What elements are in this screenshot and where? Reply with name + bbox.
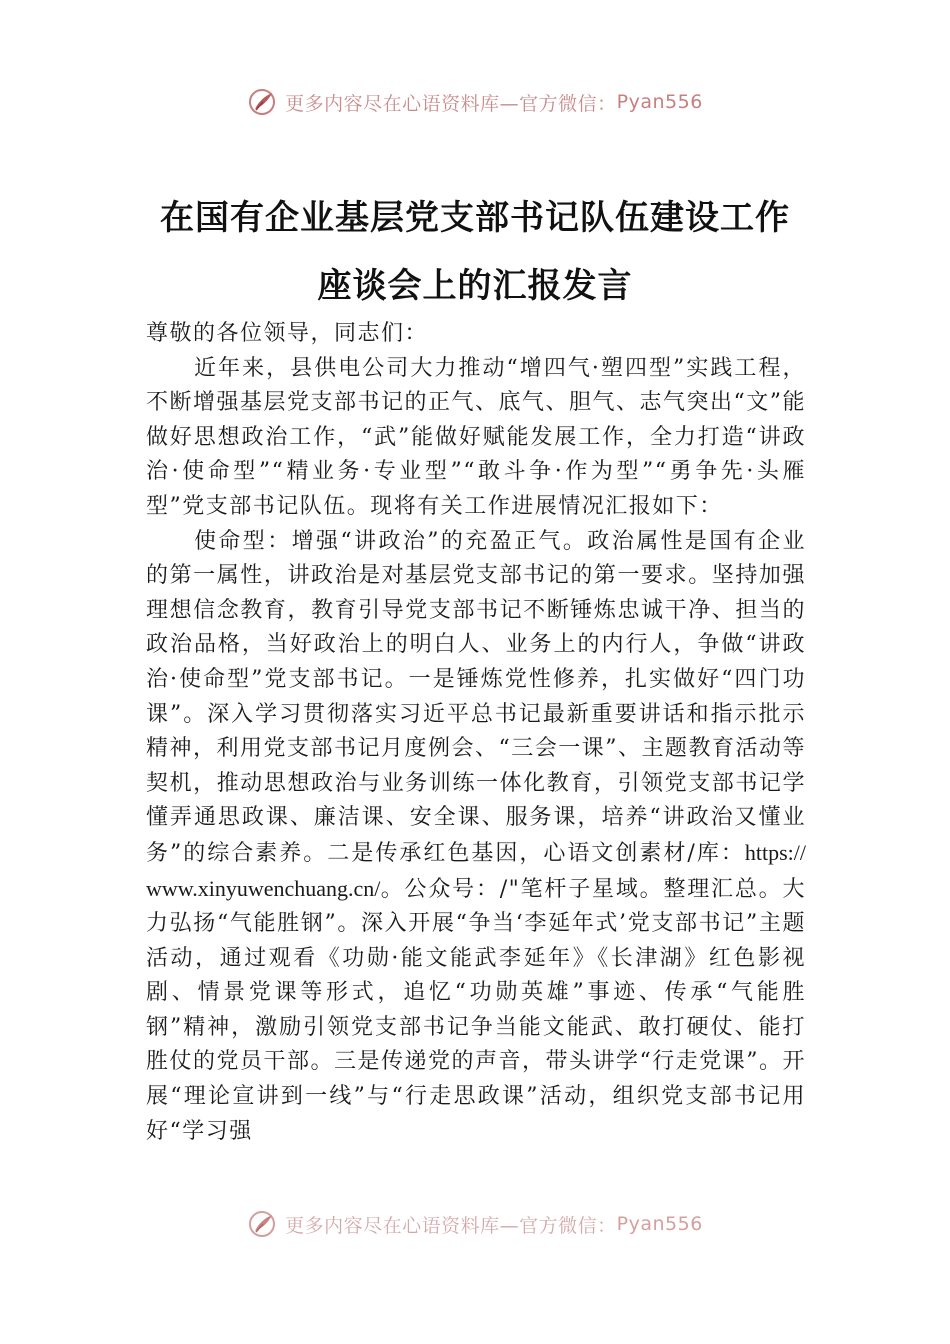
quill-logo-icon xyxy=(247,87,277,117)
quill-logo-icon xyxy=(247,1209,277,1239)
paragraph-intro: 近年来，县供电公司大力推动“增四气·塑四型”实践工程，不断增强基层党支部书记的正气、底气、胆气、志气突出“文”能做好思想政治工作，“武”能做好赋能发展工作，全力打造“讲政治·使命型”“精业务·专业型”“敢斗争·作为型”“勇争先·头雁型”党支部书记队伍。现将有关工作进展情况汇报如下： xyxy=(146,355,806,519)
document-title-line-2: 座谈会上的汇报发言 xyxy=(317,266,633,306)
watermark-header xyxy=(0,82,950,122)
document-body xyxy=(146,317,806,1149)
paragraph-mission-text-b: 。公众号：/"笔杆子星域。整理汇总。大力弘扬“气能胜钢”。深入开展“争当‘李延年式’党支部书记”主题活动，通过观看《功勋·能文能武李延年》《长津湖》红色影视剧、情景党课等形式，追忆“功勋英雄”事迹、传承“气能胜钢”精神，激励引领党支部书记争当能文能武、敢打硬仗、能打胜仗的党员干部。三是传递党的声音，带头讲学“行走党课”。开展“理论宣讲到一线”与“行走思政课”活动，组织党支部书记用好“学习强 xyxy=(146,876,806,1144)
watermark-id: Pyan556 xyxy=(616,91,703,113)
watermark-text: 更多内容尽在心语资料库—官方微信： xyxy=(285,1214,617,1237)
watermark-text: 更多内容尽在心语资料库—官方微信： xyxy=(285,92,617,115)
salutation: 尊敬的各位领导，同志们： xyxy=(146,321,429,346)
watermark-id: Pyan556 xyxy=(616,1213,703,1235)
paragraph-mission xyxy=(146,525,806,1150)
watermark-footer xyxy=(0,1204,950,1244)
document-title-line-1: 在国有企业基层党支部书记队伍建设工作 xyxy=(160,198,790,238)
source-url: https://www.xinyuwenchuang.cn/ xyxy=(146,839,806,901)
paragraph-mission-text-a: 使命型：增强“讲政治”的充盈正气。政治属性是国有企业的第一属性，讲政治是对基层党支部书记的第一要求。坚持加强理想信念教育，教育引导党支部书记不断锤炼忠诚干净、担当的政治品格，当好政治上的明白人、业务上的内行人，争做“讲政治·使命型”党支部书记。一是锤炼党性修养，扎实做好“四门功课”。深入学习贯彻落实习近平总书记最新重要讲话和指示批示精神，利用党支部书记月度例会、“三会一课”、主题教育活动等契机，推动思想政治与业务训练一体化教育，引领党支部书记学懂弄通思政课、廉洁课、安全课、服务课，培养“讲政治又懂业务”的综合素养。二是传承红色基因，心语文创素材/库： xyxy=(146,528,806,866)
